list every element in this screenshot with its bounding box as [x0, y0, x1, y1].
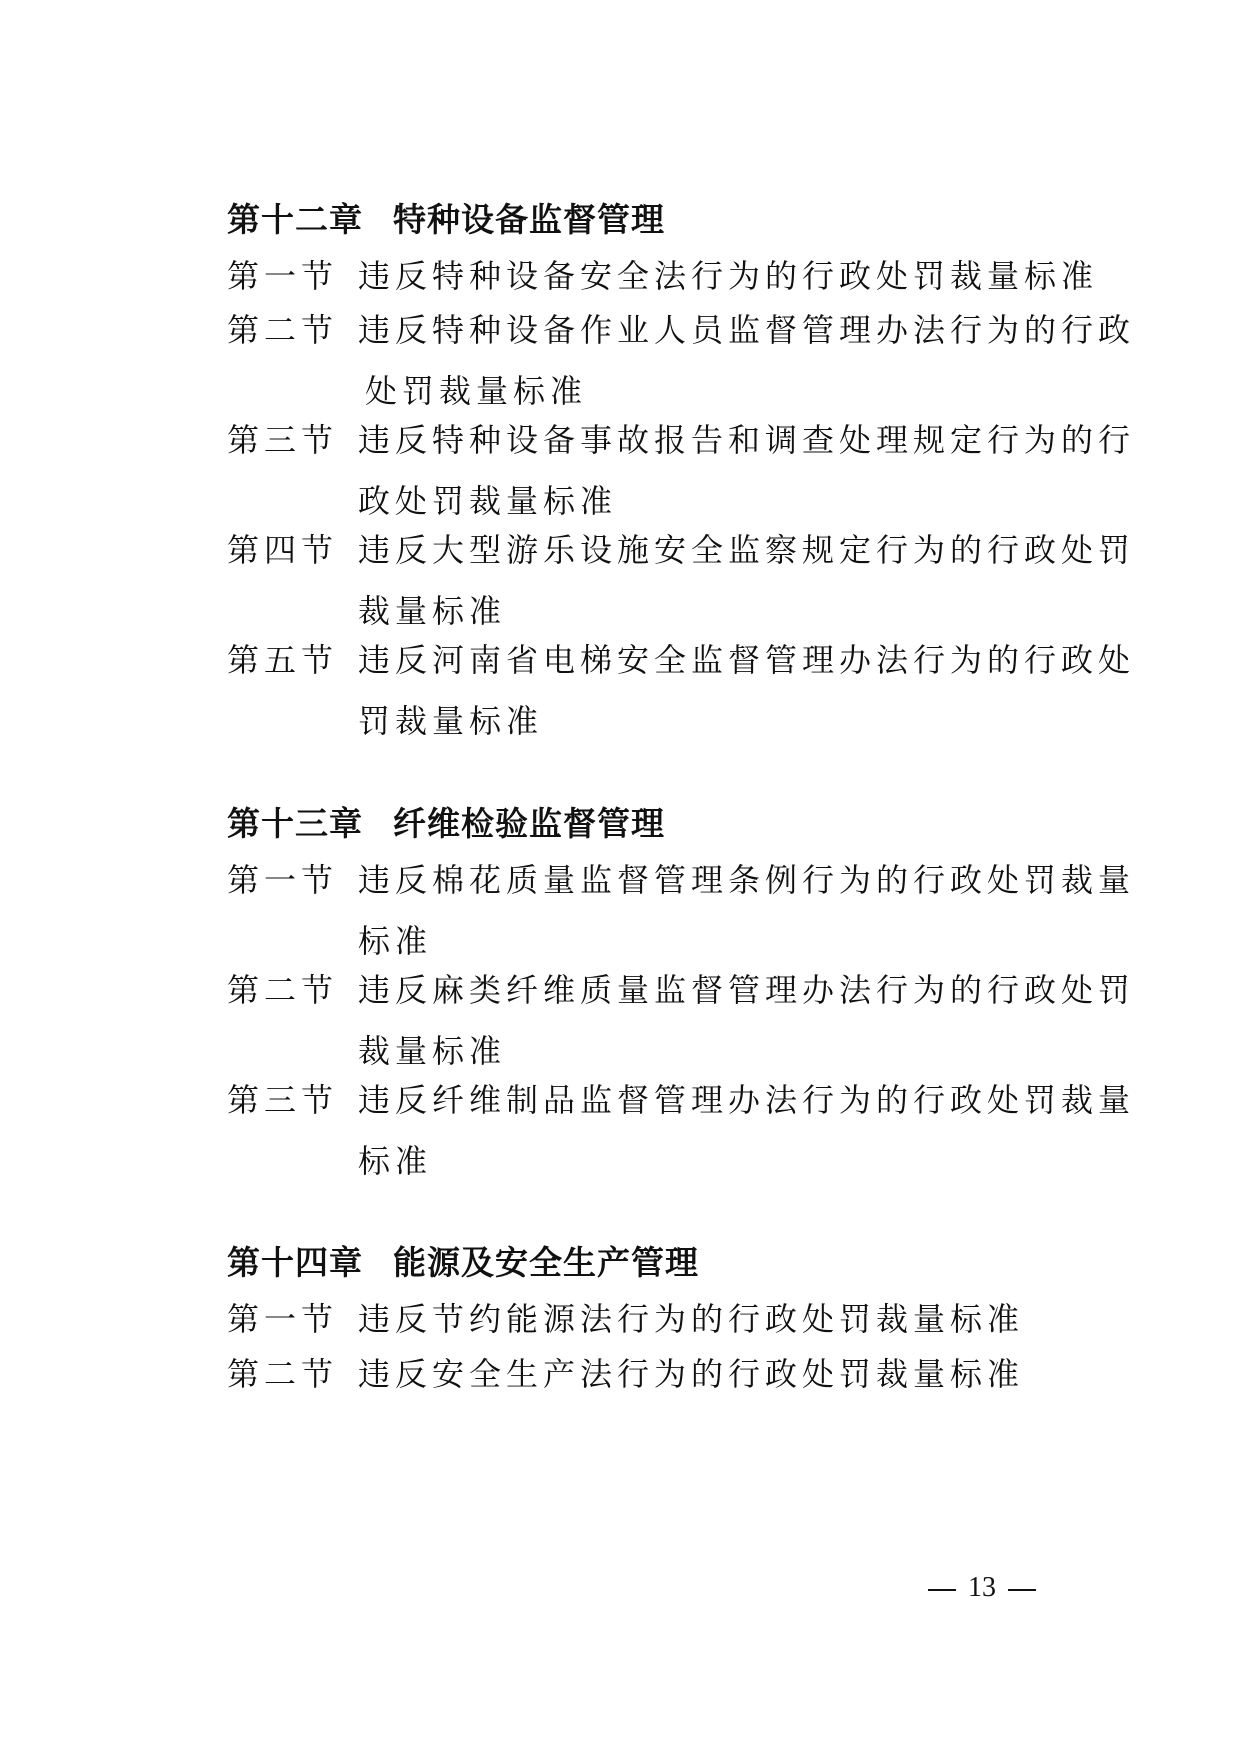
- section-label: 第二节: [227, 1355, 339, 1393]
- section-label: 第一节: [227, 1300, 339, 1338]
- section-label: 第三节: [227, 1081, 339, 1119]
- section-label: 第二节: [227, 971, 339, 1009]
- page-number-dash-left: [928, 1589, 956, 1591]
- section-title: 违反安全生产法行为的行政处罚裁量标准: [358, 1355, 1025, 1393]
- section-title: 违反特种设备安全法行为的行政处罚裁量标准: [358, 257, 1099, 295]
- section-label: 第一节: [227, 257, 339, 295]
- section-label: 第一节: [227, 861, 339, 899]
- section-title: 违反节约能源法行为的行政处罚裁量标准: [358, 1300, 1025, 1338]
- section-title-continued: 裁量标准: [358, 1032, 507, 1070]
- chapter-label: 第十二章: [227, 200, 363, 239]
- chapter-title: 能源及安全生产管理: [393, 1243, 699, 1282]
- section-title: 违反特种设备事故报告和调查处理规定行为的行: [358, 421, 1136, 459]
- page-number-dash-right: [1008, 1589, 1036, 1591]
- section-title: 违反特种设备作业人员监督管理办法行为的行政: [358, 311, 1136, 349]
- section-title-continued: 罚裁量标准: [358, 702, 544, 740]
- chapter-heading: [227, 1241, 699, 1285]
- page-number-value: 13: [968, 1572, 996, 1603]
- chapter-label: 第十三章: [227, 804, 363, 843]
- section-title: 违反大型游乐设施安全监察规定行为的行政处罚: [358, 531, 1136, 569]
- chapter-heading: [227, 198, 665, 242]
- section-title-continued: 政处罚裁量标准: [358, 482, 618, 520]
- chapter-title: 纤维检验监督管理: [393, 804, 665, 843]
- section-title: 违反麻类纤维质量监督管理办法行为的行政处罚: [358, 971, 1136, 1009]
- section-title-continued: 标准: [358, 1142, 433, 1180]
- section-title: 违反纤维制品监督管理办法行为的行政处罚裁量: [358, 1081, 1136, 1119]
- section-label: 第三节: [227, 421, 339, 459]
- section-label: 第二节: [227, 311, 339, 349]
- section-title-continued: 裁量标准: [358, 592, 507, 630]
- chapter-label: 第十四章: [227, 1243, 363, 1282]
- section-title-continued: 标准: [358, 922, 433, 960]
- chapter-heading: [227, 802, 665, 846]
- section-label: 第五节: [227, 641, 339, 679]
- section-title-continued: 处罚裁量标准: [365, 372, 588, 410]
- section-title: 违反河南省电梯安全监督管理办法行为的行政处: [358, 641, 1136, 679]
- section-title: 违反棉花质量监督管理条例行为的行政处罚裁量: [358, 861, 1136, 899]
- chapter-title: 特种设备监督管理: [393, 200, 665, 239]
- page-number: [928, 1570, 1036, 1606]
- section-label: 第四节: [227, 531, 339, 569]
